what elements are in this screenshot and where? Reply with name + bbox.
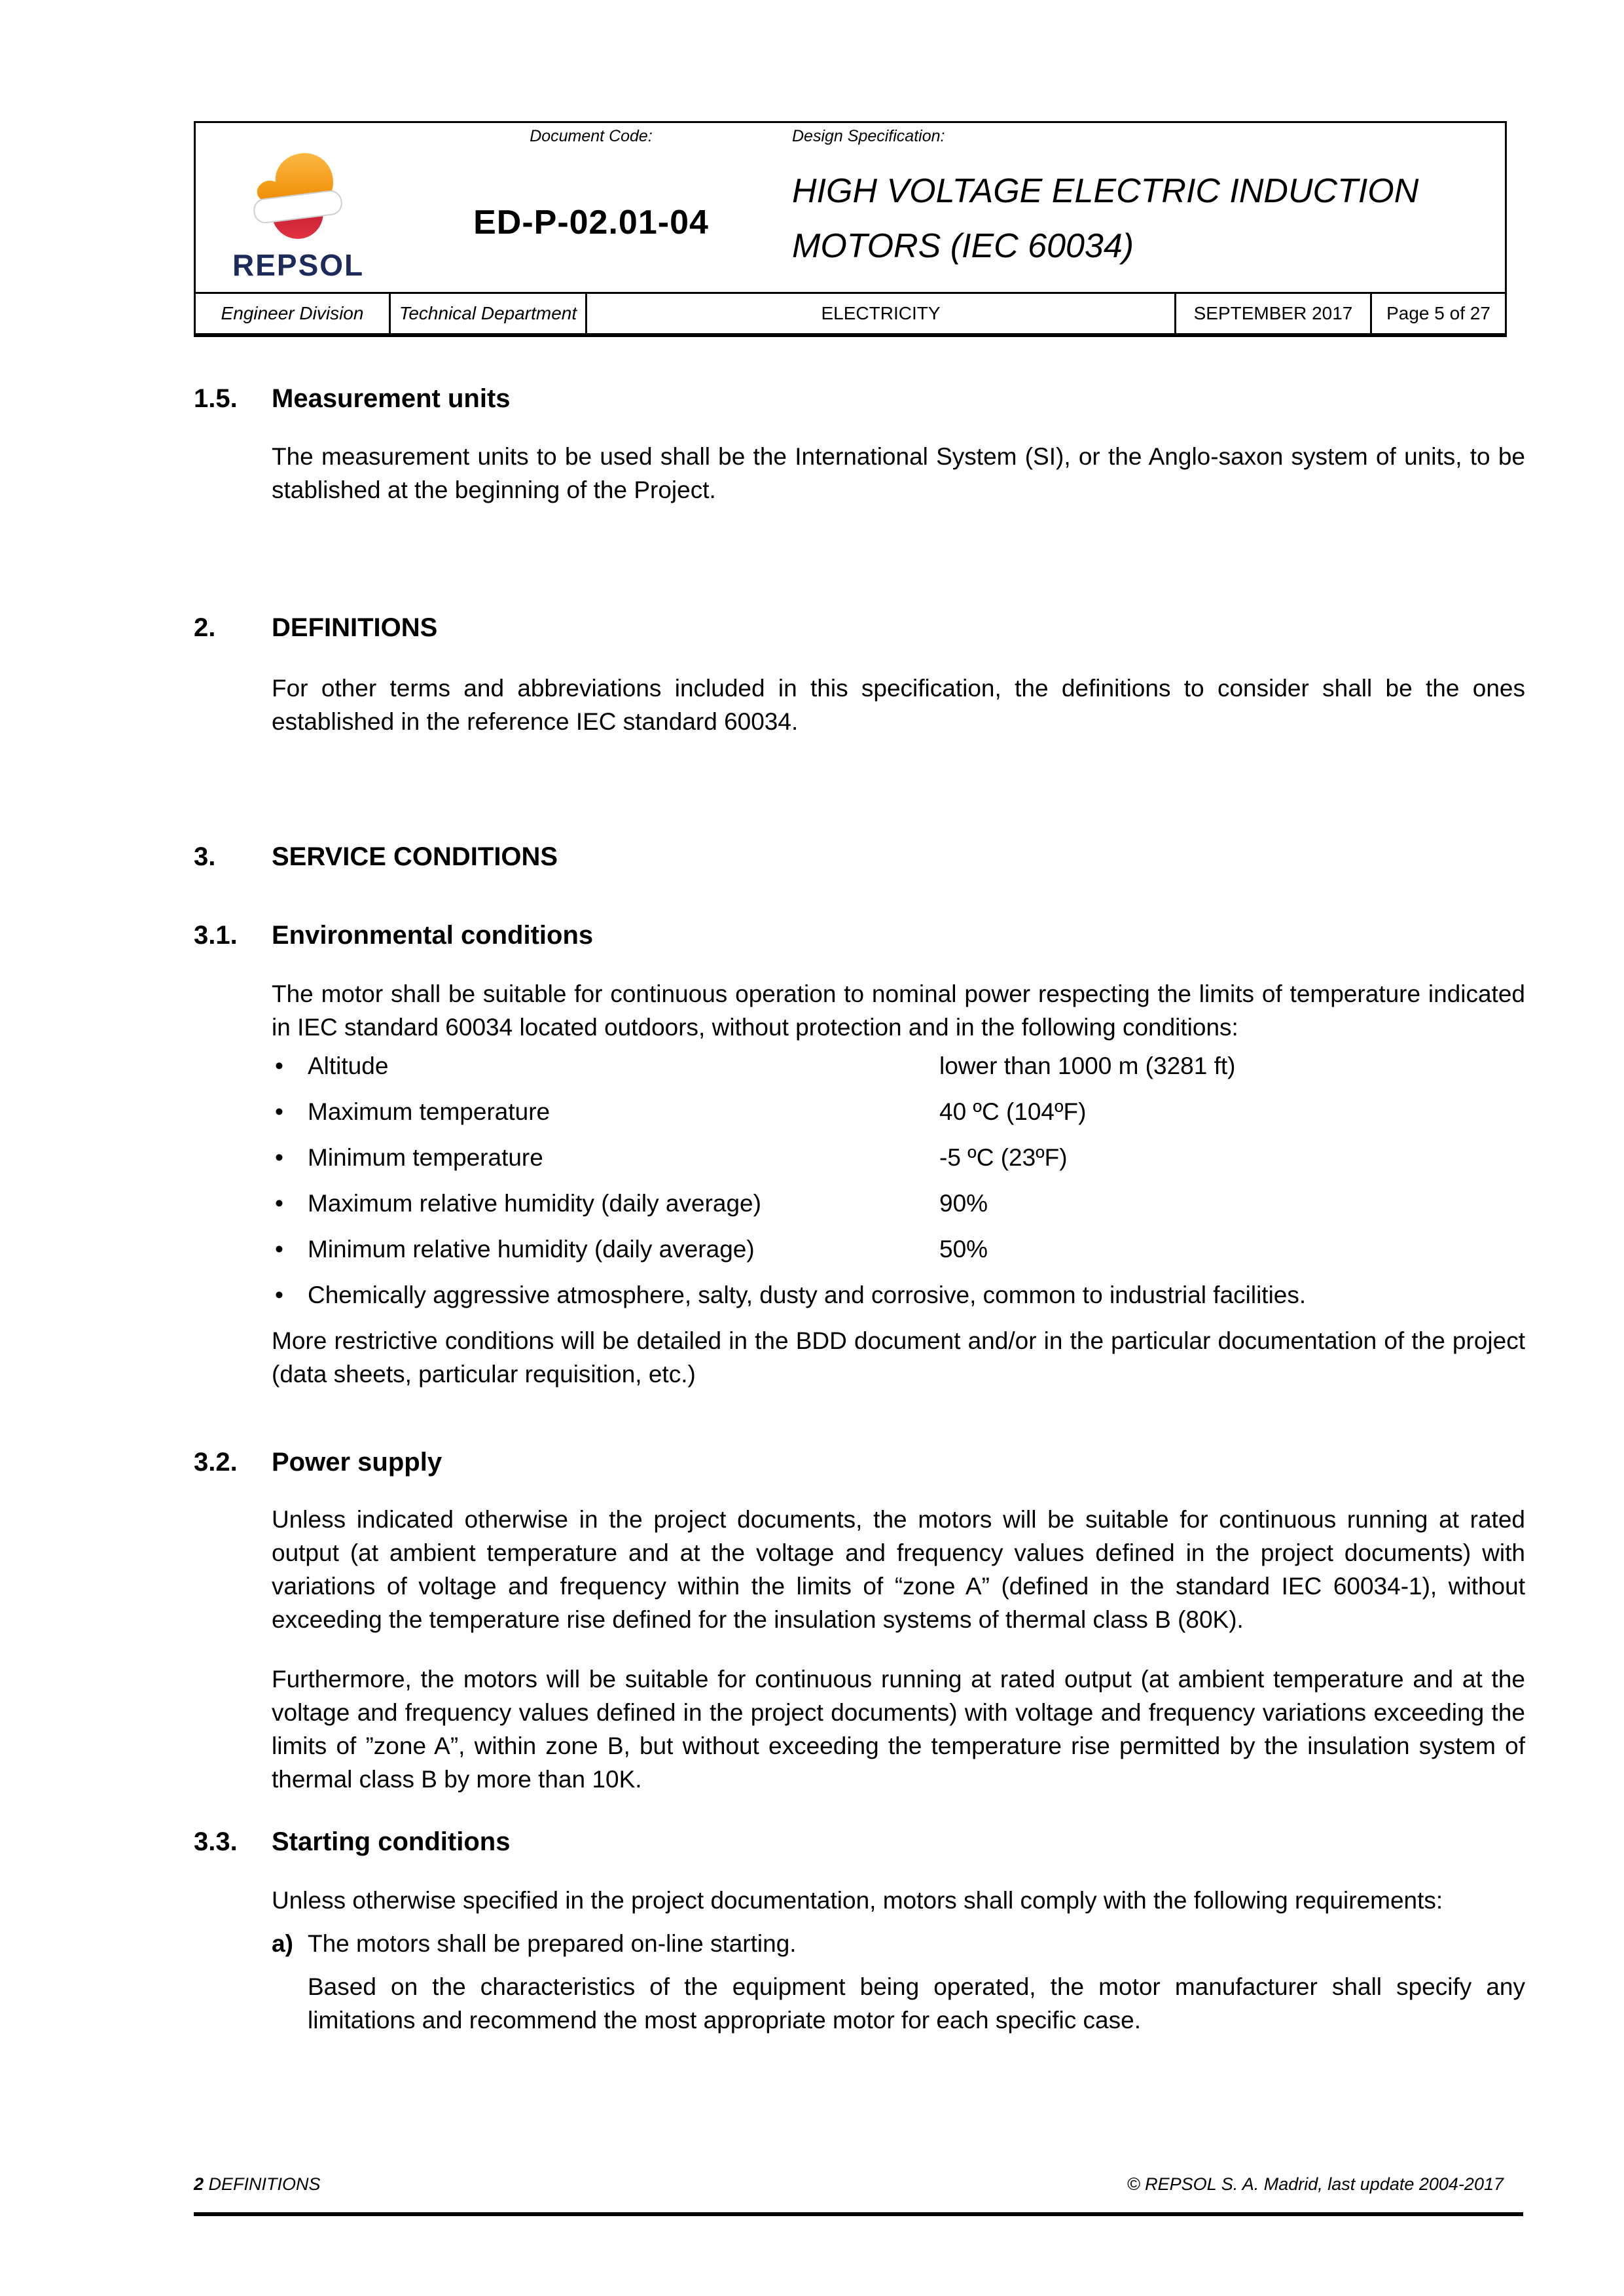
- bullet-icon: •: [275, 1236, 283, 1263]
- logo-cell: [196, 123, 391, 292]
- paragraph: Unless indicated otherwise in the project documents, the motors will be suitable for continuous running at rated output (at ambient temperature and at the voltage and frequency values defined in the project documents) with variations of voltage and frequency within the limits of “zone A” (defined in the standard IEC 60034-1), without exceeding the temperature rise defined for the insulation systems of thermal class B (80K).: [272, 1506, 1525, 1633]
- condition-value: lower than 1000 m (3281 ft): [939, 1052, 1236, 1079]
- section-3-3-note: [194, 1970, 1525, 2037]
- condition-value: -5 ºC (23ºF): [939, 1144, 1068, 1171]
- page-footer: [194, 2174, 1523, 2195]
- paragraph: The motor shall be suitable for continuous operation to nominal power respecting the limits of temperature indicated in IEC standard 60034 located outdoors, without protection and in the following conditions:: [272, 980, 1525, 1041]
- footer-section-ref: [194, 2174, 321, 2195]
- bullet-icon: •: [275, 1190, 283, 1217]
- section-title: SERVICE CONDITIONS: [272, 842, 558, 871]
- bullet-icon: •: [275, 1052, 283, 1079]
- condition-row-max-temperature: [272, 1095, 1525, 1128]
- meta-date: SEPTEMBER 2017: [1174, 294, 1370, 333]
- header-meta-row: [196, 292, 1505, 333]
- section-title: Measurement units: [272, 384, 511, 413]
- section-3-1: [194, 918, 1525, 952]
- paragraph: Unless otherwise specified in the project documentation, motors shall comply with the following requirements:: [272, 1887, 1443, 1914]
- footer-section-title: DEFINITIONS: [208, 2174, 321, 2194]
- header-top-section: [196, 123, 1505, 292]
- section-1-5-body: [194, 440, 1525, 507]
- section-3-3-intro: [194, 1884, 1525, 1917]
- section-title: Power supply: [272, 1448, 442, 1477]
- section-title: Environmental conditions: [272, 921, 594, 950]
- section-1-5-heading: [194, 382, 1525, 416]
- document-code-label: Document Code:: [530, 127, 653, 145]
- section-3-heading: [194, 840, 1525, 874]
- header-table: [194, 121, 1507, 337]
- section-3-1-note: [194, 1324, 1525, 1391]
- condition-row-min-humidity: [272, 1232, 1525, 1266]
- design-spec-label: Design Specification:: [792, 127, 945, 145]
- meta-page-number: Page 5 of 27: [1370, 294, 1505, 333]
- bullet-icon: •: [275, 1144, 283, 1171]
- section-number: 3.: [194, 842, 216, 871]
- section-3-3-heading: [194, 1825, 1525, 1859]
- section-2-body: [194, 672, 1525, 738]
- section-3-2-para-2: [194, 1662, 1525, 1796]
- repsol-logo-text: REPSOL: [232, 248, 365, 282]
- condition-value: 50%: [939, 1236, 988, 1263]
- bullet-icon: •: [275, 1282, 283, 1308]
- footer-copyright: © REPSOL S. A. Madrid, last update 2004-2017: [1127, 2174, 1504, 2194]
- section-3-1-intro: [194, 977, 1525, 1044]
- environmental-conditions-list: [194, 1049, 1525, 1324]
- section-1-5: [194, 382, 1525, 416]
- condition-label: Altitude: [308, 1052, 389, 1079]
- meta-engineer-division: Engineer Division: [221, 303, 364, 323]
- document-title: HIGH VOLTAGE ELECTRIC INDUCTION MOTORS (IEC 60034): [792, 172, 1419, 265]
- bullet-icon: •: [275, 1098, 283, 1125]
- condition-label: Maximum temperature: [308, 1098, 550, 1125]
- footer-section-number: 2: [194, 2174, 204, 2194]
- condition-row-atmosphere: [272, 1278, 1525, 1312]
- section-3-3: [194, 1825, 1525, 1859]
- paragraph: The measurement units to be used shall be the International System (SI), or the Anglo-saxon system of units, to be stablished at the beginning of the Project.: [272, 443, 1525, 503]
- paragraph: More restrictive conditions will be detailed in the BDD document and/or in the particular documentation of the project (data sheets, particular requisition, etc.): [272, 1327, 1525, 1388]
- meta-technical-department: Technical Department: [389, 294, 585, 333]
- section-3-2-para-1: [194, 1503, 1525, 1636]
- paragraph: Furthermore, the motors will be suitable for continuous running at rated output (at ambient temperature and at the voltage and frequency values defined in the project documents) with voltage and frequency variations exceeding the limits of ”zone A”, within zone B, but without exceeding the temperature rise permitted by the insulation system of thermal class B by more than 10K.: [272, 1666, 1525, 1793]
- paragraph: Based on the characteristics of the equipment being operated, the motor manufacturer shall specify any limitations and recommend the most appropriate motor for each specific case.: [308, 1973, 1525, 2034]
- requirement-item-a: [194, 1927, 1525, 1960]
- design-spec-cell: [791, 123, 1505, 292]
- condition-label: Minimum relative humidity (daily average): [308, 1236, 755, 1263]
- document-code-value: ED-P-02.01-04: [473, 204, 709, 242]
- item-letter: a): [272, 1930, 293, 1957]
- document-code-cell: [391, 123, 791, 292]
- section-title: Starting conditions: [272, 1827, 511, 1856]
- section-3: [194, 840, 1525, 874]
- condition-label: Maximum relative humidity (daily average): [308, 1190, 761, 1217]
- repsol-logo-icon: [249, 143, 347, 246]
- section-3-1-heading: [194, 918, 1525, 952]
- repsol-logo: [232, 143, 363, 283]
- section-number: 3.1.: [194, 921, 238, 950]
- condition-value: 90%: [939, 1190, 988, 1217]
- section-2-heading: [194, 611, 1525, 645]
- item-text: The motors shall be prepared on-line starting.: [308, 1930, 797, 1957]
- section-3-2: [194, 1445, 1525, 1479]
- section-number: 3.2.: [194, 1448, 238, 1477]
- section-2: [194, 611, 1525, 645]
- paragraph: For other terms and abbreviations included in this specification, the definitions to consider shall be the ones established in the reference IEC standard 60034.: [272, 675, 1525, 735]
- condition-label: Minimum temperature: [308, 1144, 543, 1171]
- footer-divider: [194, 2212, 1523, 2216]
- condition-label: Chemically aggressive atmosphere, salty, dusty and corrosive, common to industrial facilities.: [308, 1282, 1307, 1308]
- condition-row-altitude: [272, 1049, 1525, 1083]
- section-3-2-heading: [194, 1445, 1525, 1479]
- section-number: 1.5.: [194, 384, 238, 413]
- section-title: DEFINITIONS: [272, 613, 438, 642]
- condition-value: 40 ºC (104ºF): [939, 1098, 1087, 1125]
- section-number: 3.3.: [194, 1827, 238, 1856]
- meta-discipline: ELECTRICITY: [585, 294, 1174, 333]
- list-item: [272, 1927, 1525, 1960]
- condition-row-min-temperature: [272, 1141, 1525, 1174]
- section-number: 2.: [194, 613, 216, 642]
- condition-row-max-humidity: [272, 1187, 1525, 1220]
